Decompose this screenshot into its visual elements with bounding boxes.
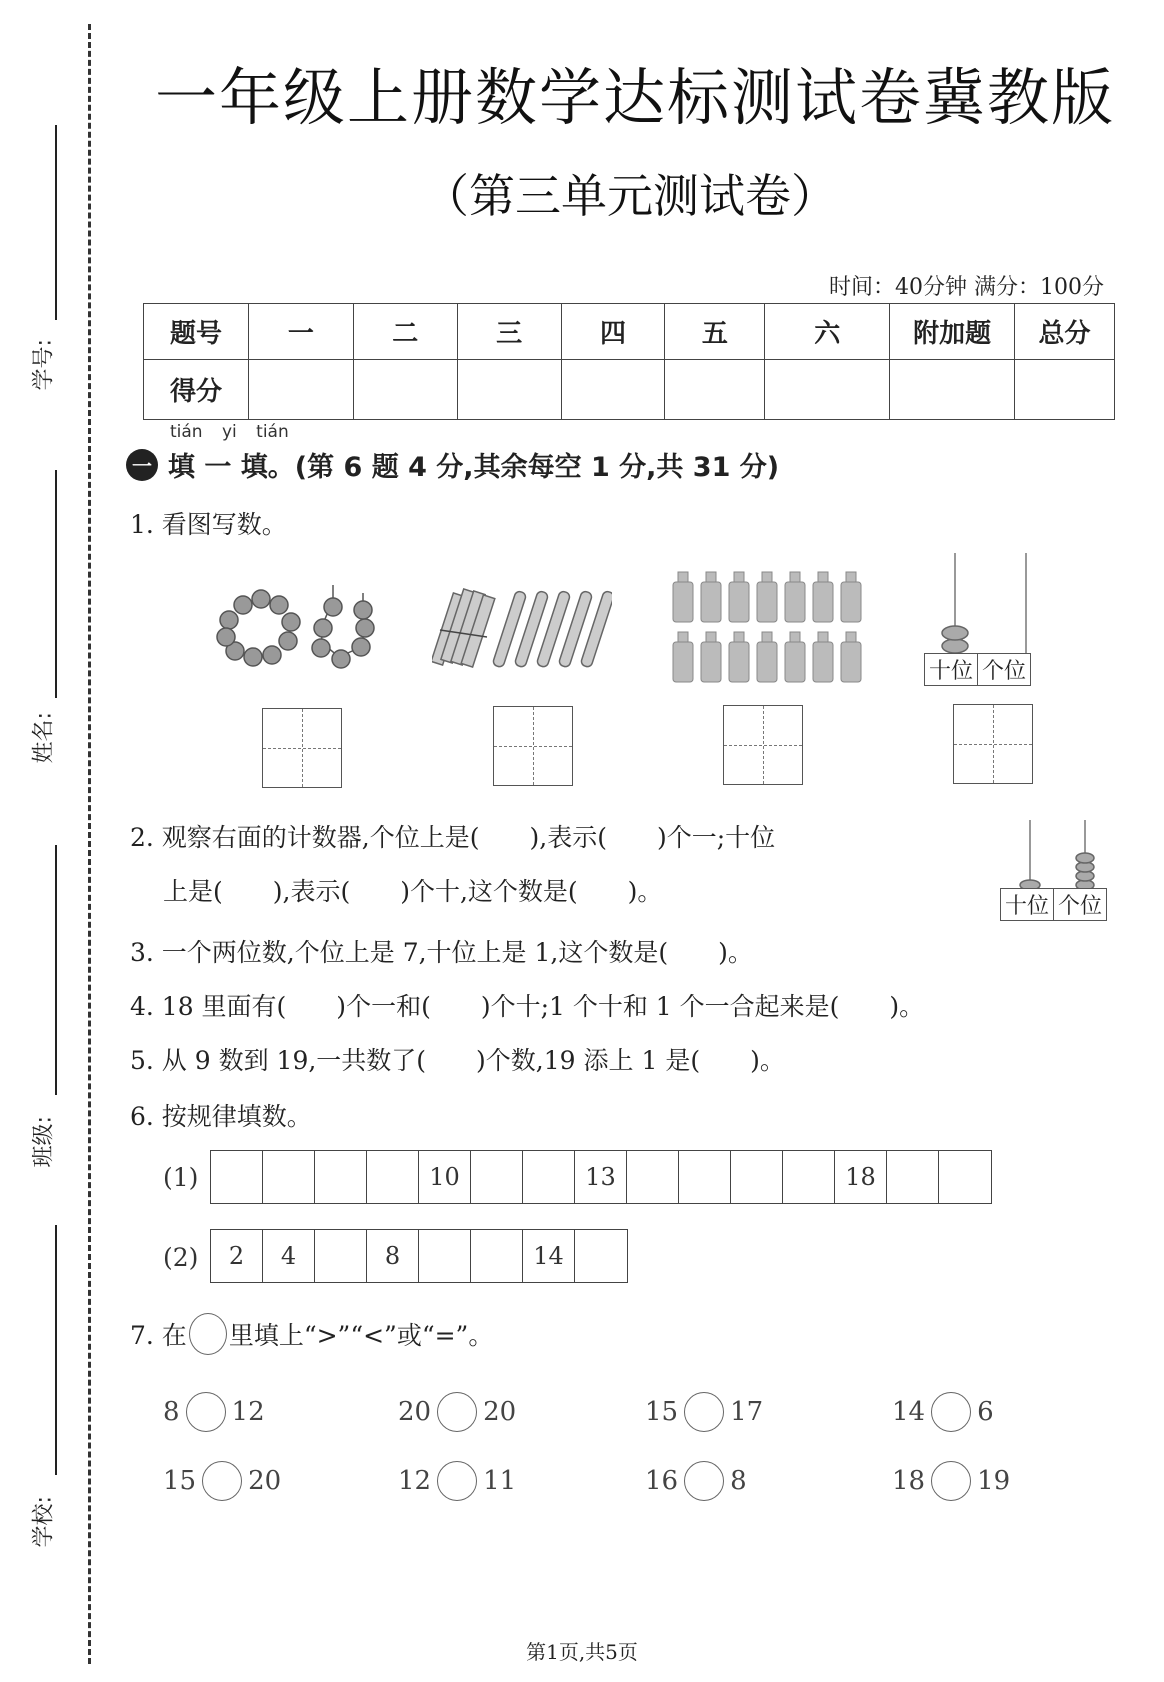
question-2-line-2: 上是( ),表示( )个十,这个数是( )。 [163,877,663,906]
q2-counter-picture [1000,820,1120,890]
comparison-item [163,1392,265,1432]
sequence-given-cell: 8 [367,1230,419,1282]
right-number: 11 [483,1466,517,1496]
sequence-blank-cell[interactable] [575,1230,627,1282]
comparison-item [892,1392,994,1432]
sequence-given-cell: 2 [211,1230,263,1282]
header-cell: 三 [457,304,561,360]
comparison-item [398,1461,516,1501]
answer-box-sticks[interactable] [493,706,573,786]
bottles-picture [670,568,870,688]
right-number: 6 [977,1397,994,1427]
header-cell: 总分 [1015,304,1115,360]
school-label: 学校: [31,1496,57,1548]
left-number: 16 [645,1466,679,1496]
score-cell[interactable] [665,360,765,420]
counter-base [924,653,1031,686]
question-6: 6. 按规律填数。 [130,1102,312,1131]
score-cell[interactable] [353,360,457,420]
student-id-label: 学号: [31,339,57,391]
ones-place-label: 个位 [977,654,1030,685]
student-id-line[interactable] [55,125,57,320]
bottle-row-1 [673,572,861,622]
sequence-given-cell: 10 [419,1151,471,1203]
comparison-item [163,1461,281,1501]
question-7-prefix: 7. 在 [130,1321,187,1350]
sequence-blank-cell[interactable] [939,1151,991,1203]
ones-place-label: 个位 [1053,889,1106,920]
comparison-item [398,1392,516,1432]
sequence-1-label: (1) [163,1163,199,1192]
class-label: 班级: [31,1116,57,1168]
left-number: 18 [892,1466,926,1496]
header-cell: 附加题 [890,304,1015,360]
exam-meta: 时间：40分钟 满分：100分 [829,275,1104,300]
tens-place-label: 十位 [929,659,974,684]
score-cell[interactable] [248,360,353,420]
section-heading [126,445,779,484]
question-1: 1. 看图写数。 [130,510,287,539]
bead-ring [217,590,300,666]
page-footer: 第1页,共5页 [526,1640,638,1664]
sequence-blank-cell[interactable] [367,1151,419,1203]
sequence-blank-cell[interactable] [887,1151,939,1203]
sequence-given-cell: 18 [835,1151,887,1203]
score-cell[interactable] [457,360,561,420]
page-title: 一年级上册数学达标测试卷冀教版 [154,61,1115,134]
answer-circle[interactable] [186,1392,226,1432]
left-number: 15 [163,1466,197,1496]
question-5: 5. 从 9 数到 19,一共数了( )个数,19 添上 1 是( )。 [130,1046,785,1075]
section-title: 填 一 填。(第 6 题 4 分,其余每空 1 分,共 31 分) [168,452,780,483]
right-number: 20 [483,1397,517,1427]
stick-bundle [432,589,495,667]
left-number: 14 [892,1397,926,1427]
ones-beads [1076,853,1094,890]
header-cell: 二 [353,304,457,360]
sequence-blank-cell[interactable] [523,1151,575,1203]
answer-circle[interactable] [202,1461,242,1501]
counter-bead [942,639,968,653]
header-cell: 四 [561,304,665,360]
answer-box-bottles[interactable] [723,705,803,785]
left-number: 20 [398,1397,432,1427]
name-line[interactable] [55,470,57,698]
sticks-picture [432,585,612,675]
sequence-given-cell: 13 [575,1151,627,1203]
score-cell[interactable] [561,360,665,420]
question-4: 4. 18 里面有( )个一和( )个十;1 个十和 1 个一合起来是( )。 [130,992,925,1021]
name-label: 姓名: [31,712,57,764]
header-cell: 一 [248,304,353,360]
sequence-given-cell: 4 [263,1230,315,1282]
answer-box-beads[interactable] [262,708,342,788]
header-cell: 题号 [144,304,249,360]
comparison-item [645,1392,763,1432]
left-number: 8 [163,1397,180,1427]
tens-place-label: 十位 [1005,894,1050,919]
sequence-blank-cell[interactable] [471,1230,523,1282]
comparison-item [645,1461,747,1501]
sequence-blank-cell[interactable] [731,1151,783,1203]
score-cell[interactable] [1015,360,1115,420]
answer-circle[interactable] [437,1461,477,1501]
question-3: 3. 一个两位数,个位上是 7,十位上是 1,这个数是( )。 [130,938,753,967]
tens-beads [942,626,968,653]
question-7-suffix: 里填上“>”“<”或“=”。 [228,1321,494,1350]
answer-box-counter[interactable] [953,704,1033,784]
beads-picture [215,585,385,675]
school-line[interactable] [55,1225,57,1475]
sequence-2-label: (2) [163,1243,199,1272]
sequence-blank-cell[interactable] [679,1151,731,1203]
sequence-given-cell: 14 [523,1230,575,1282]
answer-circle[interactable] [437,1392,477,1432]
sequence-1 [210,1150,992,1204]
right-number: 17 [730,1397,764,1427]
counter-bead [1076,853,1094,863]
score-row-label: 得分 [144,360,249,420]
answer-circle[interactable] [684,1392,724,1432]
score-cell[interactable] [765,360,890,420]
sequence-blank-cell[interactable] [627,1151,679,1203]
sequence-blank-cell[interactable] [263,1151,315,1203]
question-7 [130,1313,493,1355]
sequence-blank-cell[interactable] [315,1230,367,1282]
header-cell: 五 [665,304,765,360]
right-number: 8 [730,1466,747,1496]
sequence-blank-cell[interactable] [419,1230,471,1282]
loose-sticks [492,590,612,668]
right-number: 19 [977,1466,1011,1496]
cut-line [88,24,91,1664]
sequence-blank-cell[interactable] [315,1151,367,1203]
question-2-line-1: 2. 观察右面的计数器,个位上是( ),表示( )个一;十位 [130,823,776,852]
q2-counter-base [1000,888,1107,921]
bottle-row-2 [673,632,861,682]
sequence-2 [210,1229,628,1283]
counter-picture [925,553,1065,653]
answer-circle[interactable] [684,1461,724,1501]
left-number: 12 [398,1466,432,1496]
score-table-header [144,304,1115,360]
comparison-item [892,1461,1010,1501]
answer-circle[interactable] [931,1392,971,1432]
right-number: 20 [248,1466,282,1496]
answer-circle[interactable] [931,1461,971,1501]
score-table [143,303,1115,420]
class-line[interactable] [55,845,57,1095]
counter-bead [942,626,968,640]
page-subtitle: （第三单元测试卷） [423,169,837,223]
loose-beads [312,598,374,668]
score-table-row [144,360,1115,420]
score-cell[interactable] [890,360,1015,420]
sequence-blank-cell[interactable] [211,1151,263,1203]
sequence-blank-cell[interactable] [783,1151,835,1203]
section-pinyin: tián yi tián [170,422,289,442]
left-number: 15 [645,1397,679,1427]
section-number-badge: 一 [126,449,158,481]
header-cell: 六 [765,304,890,360]
sequence-blank-cell[interactable] [471,1151,523,1203]
right-number: 12 [231,1397,265,1427]
circle-icon [189,1313,227,1355]
